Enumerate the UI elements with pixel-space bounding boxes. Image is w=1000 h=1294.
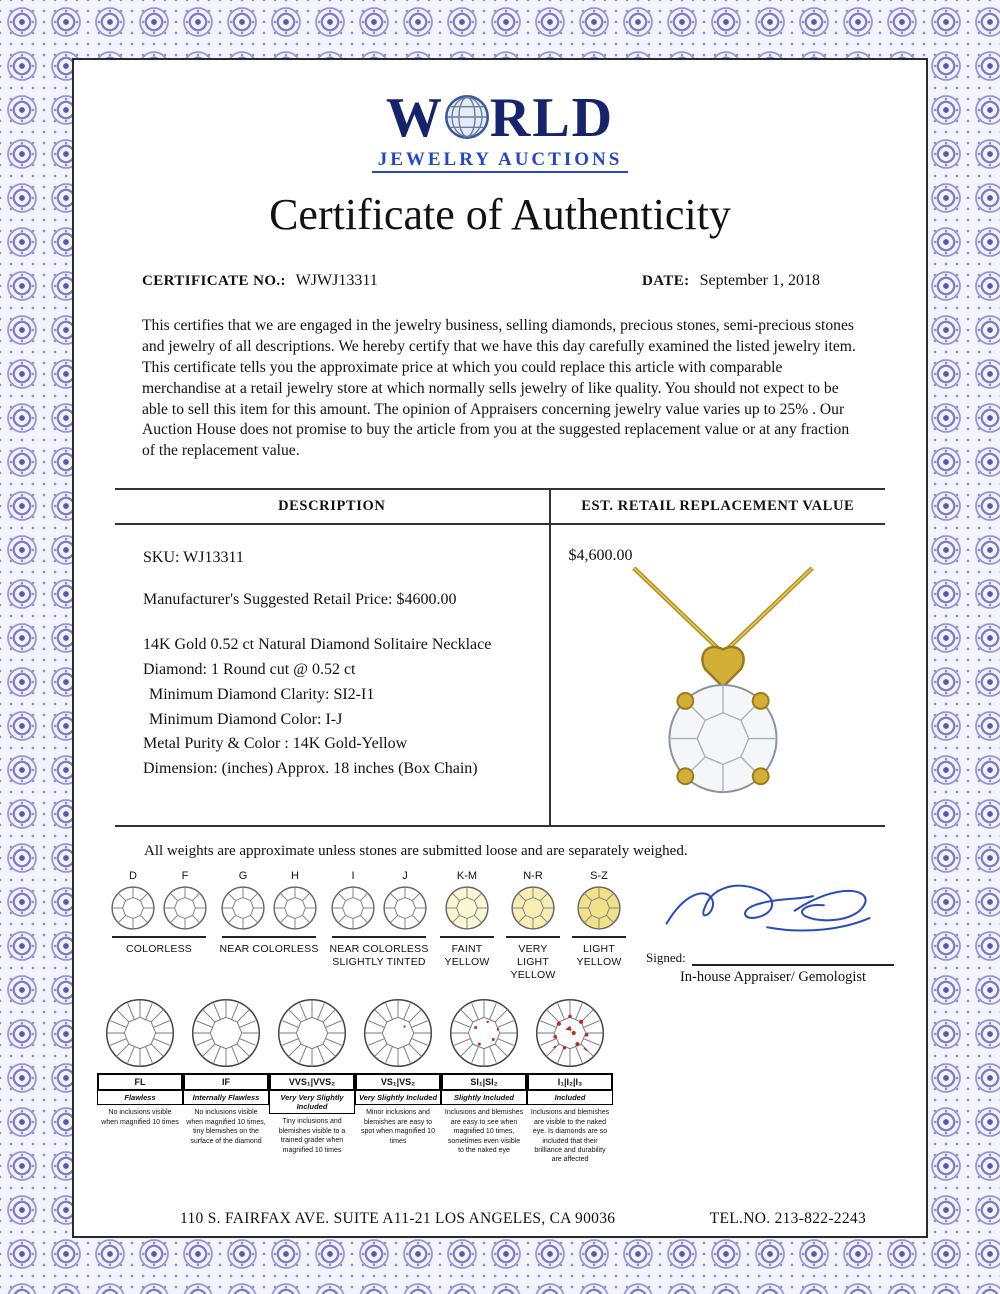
color-group-label: COLORLESS — [126, 943, 192, 956]
color-group-bracket — [222, 931, 316, 938]
brand-subtitle: JEWELRY AUCTIONS — [372, 150, 629, 173]
clarity-grade: VVS₁|VVS₂ — [269, 1073, 355, 1091]
color-group — [218, 870, 320, 986]
clarity-diamond-icon — [103, 996, 177, 1070]
clarity-desc: No inclusions visible when magnified 10 times — [101, 1109, 179, 1126]
clarity-column — [355, 996, 441, 1165]
clarity-diamond-icon — [447, 996, 521, 1070]
item-description-line: Metal Purity & Color : 14K Gold-Yellow — [143, 735, 408, 753]
msrp-line: Manufacturer's Suggested Retail Price: $4600.00 — [143, 591, 457, 609]
diamond-icon — [576, 885, 622, 931]
clarity-grade: FL — [97, 1073, 183, 1091]
color-group-bracket — [506, 931, 559, 938]
value-cell — [549, 525, 885, 825]
item-description-line: 14K Gold 0.52 ct Natural Diamond Solitaire Necklace — [143, 636, 492, 654]
diamond-icon — [220, 885, 266, 931]
color-grade-letter: N-R — [523, 870, 543, 883]
color-group-label: NEAR COLORLESS SLIGHTLY TINTED — [329, 943, 429, 969]
clarity-diamond-icon — [533, 996, 607, 1070]
clarity-column — [97, 996, 183, 1165]
footer-tel: TEL.NO. 213-822-2243 — [709, 1210, 866, 1227]
item-description-line: Minimum Diamond Color: I-J — [149, 710, 343, 728]
clarity-diamond-icon — [275, 996, 349, 1070]
diamond-clarity-chart — [74, 996, 926, 1165]
diamond-icon — [330, 885, 376, 931]
weights-note: All weights are approximate unless stones are submitted loose and are separately weighed. — [144, 843, 688, 860]
color-grade-letter: D — [129, 870, 137, 883]
value-header: EST. RETAIL REPLACEMENT VALUE — [549, 490, 885, 523]
diamond-icon — [110, 885, 156, 931]
cert-no-label: CERTIFICATE NO.: — [142, 273, 286, 289]
clarity-grade: IF — [183, 1073, 269, 1091]
diamond-icon — [444, 885, 490, 931]
lower-section — [74, 870, 926, 986]
signed-label: Signed: — [646, 950, 686, 966]
clarity-name: Included — [527, 1091, 613, 1105]
certificate-date — [642, 272, 826, 290]
clarity-desc: Inclusions and blemishes are visible to the naked eye. Is diamonds are so included that their brilliance and durability are affected — [530, 1109, 610, 1164]
date-label: DATE: — [642, 273, 690, 289]
clarity-desc: Inclusions and blemishes are easy to see when magnified 10 times, sometimes even visible to the naked eye — [444, 1109, 524, 1154]
color-group-label: LIGHT YELLOW — [576, 943, 622, 969]
diamond-icon — [510, 885, 556, 931]
description-header: DESCRIPTION — [278, 498, 386, 515]
signature-block — [646, 870, 900, 986]
clarity-column — [269, 996, 355, 1165]
color-group-label: VERY LIGHT YELLOW — [510, 943, 556, 982]
item-description-line: Diamond: 1 Round cut @ 0.52 ct — [143, 661, 356, 679]
color-grade-letter: K-M — [456, 870, 478, 883]
table-body-row — [115, 525, 885, 825]
clarity-desc: Tiny inclusions and blemishes visible to a trained grader when magnified 10 times — [278, 1118, 346, 1154]
clarity-diamond-icon — [361, 996, 435, 1070]
signature-line-row — [646, 950, 900, 966]
color-grade-letter: I — [351, 870, 355, 883]
color-grade-letter: F — [181, 870, 189, 883]
item-description — [143, 633, 539, 782]
description-table — [115, 488, 885, 827]
clarity-name: Slightly Included — [441, 1091, 527, 1105]
clarity-diamond-icon — [189, 996, 263, 1070]
brand-logo — [74, 87, 926, 173]
description-cell — [115, 525, 549, 825]
globe-icon — [444, 94, 490, 140]
signature — [654, 876, 884, 940]
brand-word — [74, 87, 926, 149]
signature-line — [692, 960, 894, 966]
cert-no-value: WJWJ13311 — [295, 272, 378, 289]
footer-address: 110 S. FAIRFAX AVE. SUITE A11-21 LOS ANGELES, CA 90036 — [180, 1210, 616, 1227]
certificate-number — [142, 272, 384, 290]
color-group — [328, 870, 430, 986]
diamond-icon — [382, 885, 428, 931]
clarity-name: Internally Flawless — [183, 1091, 269, 1105]
color-grade-letter: J — [402, 870, 408, 883]
sku-line: SKU: WJ13311 — [143, 549, 244, 567]
color-group-label: NEAR COLORLESS — [219, 943, 319, 956]
clarity-desc: No inclusions visible when magnified 10 times, tiny blemishes on the surface of the diamond — [186, 1109, 266, 1145]
clarity-column — [183, 996, 269, 1165]
pendant-necklace-image — [604, 567, 842, 807]
color-group — [504, 870, 562, 986]
clarity-name: Flawless — [97, 1091, 183, 1105]
brand-word-end: RLD — [489, 87, 615, 149]
certificate — [72, 58, 928, 1238]
color-group-bracket — [572, 931, 625, 938]
color-group — [108, 870, 210, 986]
certificate-footer — [74, 1210, 926, 1236]
diamond-icon — [162, 885, 208, 931]
certificate-meta — [74, 272, 926, 290]
clarity-name: Very Slightly Included — [355, 1091, 441, 1105]
color-group-bracket — [440, 931, 493, 938]
clarity-column — [527, 996, 613, 1165]
color-group-bracket — [332, 931, 426, 938]
certificate-body-text: This certifies that we are engaged in the jewelry business, selling diamonds, precious stones, semi-precious stones and jewelry of all descriptions. We hereby certify that we have this day carefully examined the listed jewelry item. This certificate tells you the approximate price at which you could replace this article with comparable merchandise at a retail jewelry store at which normally sells jewelry of like quality. You should not expect to be able to sell this item for this amount. The opinion of Appraisers concerning jewelry value varies up to 25% . Our Auction House does not promise to buy the article from you at the suggested replacement value or at any fraction of the replacement value. — [142, 317, 856, 460]
clarity-desc: Minor inclusions and blemishes are easy to spot when magnified 10 times — [361, 1109, 435, 1145]
item-description-line: Minimum Diamond Clarity: SI2-I1 — [149, 685, 375, 703]
color-group — [570, 870, 628, 986]
color-group — [438, 870, 496, 986]
color-grade-letter: H — [291, 870, 299, 883]
clarity-column — [441, 996, 527, 1165]
brand-word-start: W — [385, 87, 444, 149]
diamond-icon — [272, 885, 318, 931]
color-grade-letter: G — [238, 870, 248, 883]
clarity-grade: I₁|I₂|I₃ — [527, 1073, 613, 1091]
retail-value: $4,600.00 — [568, 547, 633, 565]
page-title: Certificate of Authenticity — [269, 190, 731, 239]
color-grade-letter: S-Z — [590, 870, 608, 883]
appraiser-role: In-house Appraiser/ Gemologist — [679, 969, 867, 986]
clarity-grade: VS₁|VS₂ — [355, 1073, 441, 1091]
color-group-bracket — [112, 931, 206, 938]
table-header-row — [115, 490, 885, 525]
clarity-name: Very Very Slightly Included — [269, 1091, 355, 1114]
diamond-color-chart — [108, 870, 628, 986]
date-value: September 1, 2018 — [699, 272, 820, 289]
item-description-line: Dimension: (inches) Approx. 18 inches (Box Chain) — [143, 760, 478, 778]
color-group-label: FAINT YELLOW — [444, 943, 490, 969]
clarity-grade: SI₁|SI₂ — [441, 1073, 527, 1091]
